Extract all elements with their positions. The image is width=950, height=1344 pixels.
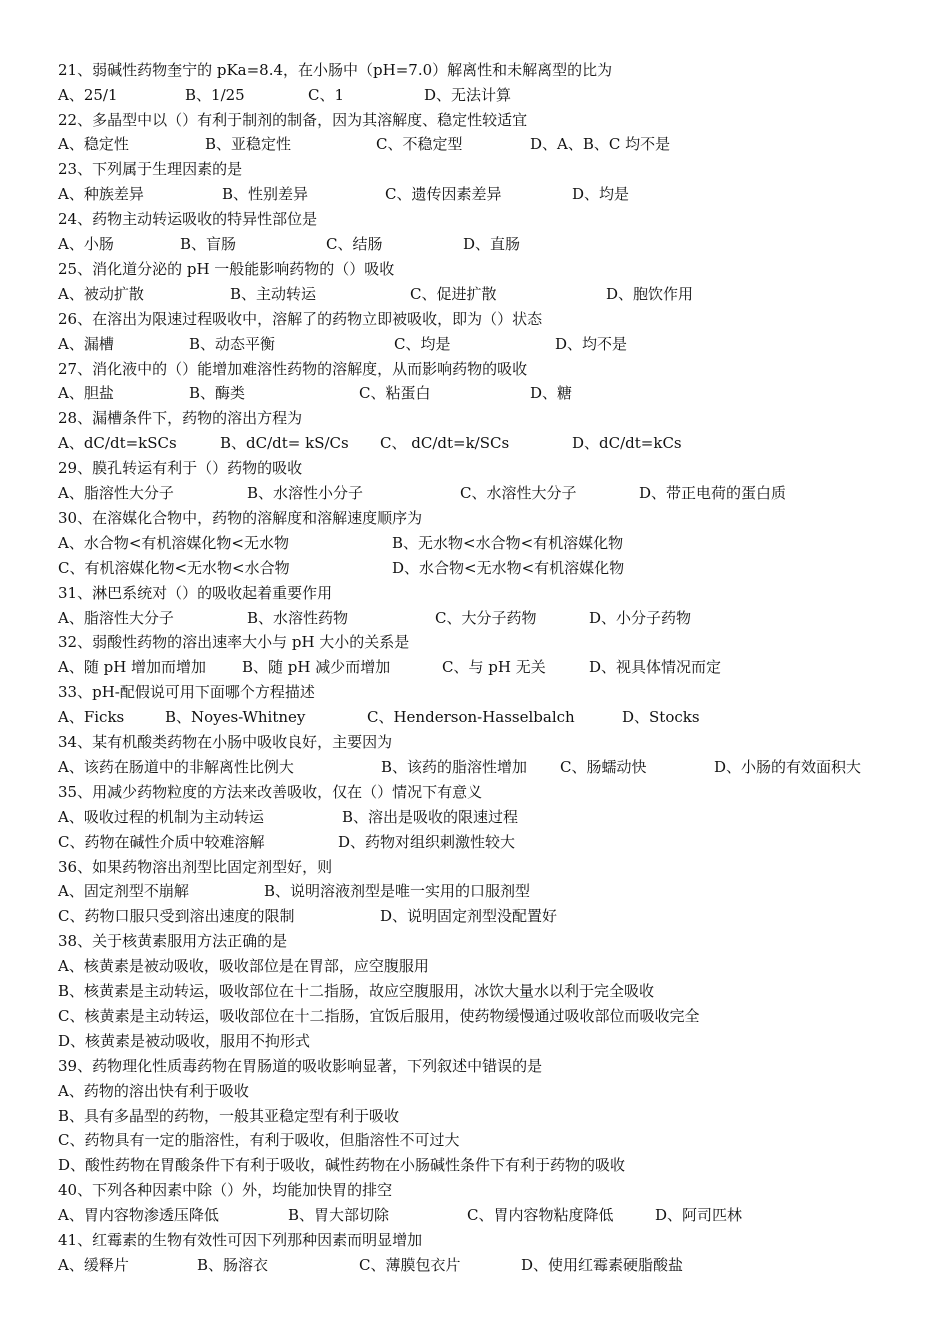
question-stem: 25、消化道分泌的 pH 一般能影响药物的（）吸收 (58, 260, 395, 278)
question-stem: 32、弱酸性药物的溶出速率大小与 pH 大小的关系是 (58, 633, 410, 651)
option-d: D、A、B、C 均不是 (530, 135, 671, 153)
option-b: B、随 pH 减少而增加 (242, 658, 391, 676)
option-d: D、核黄素是被动吸收，服用不拘形式 (58, 1032, 311, 1050)
option-c: C、有机溶媒化物<无水物<水合物 (58, 559, 290, 577)
question-stem: 23、下列属于生理因素的是 (58, 160, 243, 178)
question-stem: 31、淋巴系统对（）的吸收起着重要作用 (58, 584, 333, 602)
option-d: D、酸性药物在胃酸条件下有利于吸收，碱性药物在小肠碱性条件下有利于药物的吸收 (58, 1156, 626, 1174)
option-b: B、亚稳定性 (205, 135, 292, 153)
option-d: D、糖 (530, 384, 573, 402)
question-stem: 30、在溶媒化合物中，药物的溶解度和溶解速度顺序为 (58, 509, 423, 527)
option-a: A、随 pH 增加而增加 (58, 658, 207, 676)
option-b: B、1/25 (185, 86, 245, 104)
question-stem: 35、用减少药物粒度的方法来改善吸收，仅在（）情况下有意义 (58, 783, 483, 801)
option-c: C、1 (308, 86, 345, 104)
option-d: D、无法计算 (424, 86, 512, 104)
option-b: B、无水物<水合物<有机溶媒化物 (392, 534, 624, 552)
option-a: A、缓释片 (58, 1256, 129, 1274)
option-a: A、药物的溶出快有利于吸收 (58, 1082, 249, 1100)
option-a: A、漏槽 (58, 335, 114, 353)
option-d: D、胞饮作用 (606, 285, 694, 303)
option-d: D、水合物<无水物<有机溶媒化物 (392, 559, 625, 577)
option-d: D、说明固定剂型没配置好 (380, 907, 558, 925)
question-stem: 33、pH-配假说可用下面哪个方程描述 (58, 683, 315, 701)
question-stem: 36、如果药物溶出剂型比固定剂型好，则 (58, 858, 333, 876)
option-d: D、带正电荷的蛋白质 (639, 484, 787, 502)
option-a: A、稳定性 (58, 135, 129, 153)
question-stem: 26、在溶出为限速过程吸收中，溶解了的药物立即被吸收，即为（）状态 (58, 310, 543, 328)
option-c: C、Henderson-Hasselbalch (367, 708, 575, 726)
option-a: A、Ficks (58, 708, 125, 726)
option-a: A、小肠 (58, 235, 114, 253)
option-a: A、固定剂型不崩解 (58, 882, 189, 900)
option-c: C、促进扩散 (410, 285, 497, 303)
option-c: C、遗传因素差异 (385, 185, 502, 203)
option-b: B、溶出是吸收的限速过程 (342, 808, 519, 826)
option-b: B、盲肠 (180, 235, 237, 253)
option-b: B、水溶性药物 (247, 609, 349, 627)
option-a: A、被动扩散 (58, 285, 144, 303)
option-b: B、肠溶衣 (197, 1256, 269, 1274)
option-c: C、核黄素是主动转运，吸收部位在十二指肠，宜饭后服用，使药物缓慢通过吸收部位而吸收完全 (58, 1007, 700, 1025)
option-c: C、药物口服只受到溶出速度的限制 (58, 907, 295, 925)
question-stem: 22、多晶型中以（）有利于制剂的制备，因为其溶解度、稳定性较适宜 (58, 111, 528, 129)
option-b: B、dC/dt= kS/Cs (220, 434, 349, 452)
option-a: A、脂溶性大分子 (58, 609, 174, 627)
option-c: C、药物在碱性介质中较难溶解 (58, 833, 265, 851)
option-a: A、核黄素是被动吸收，吸收部位是在胃部，应空腹服用 (58, 957, 429, 975)
option-a: A、脂溶性大分子 (58, 484, 174, 502)
question-stem: 41、红霉素的生物有效性可因下列那种因素而明显增加 (58, 1231, 423, 1249)
option-b: B、Noyes-Whitney (165, 708, 306, 726)
option-b: B、核黄素是主动转运，吸收部位在十二指肠，故应空腹服用，冰饮大量水以利于完全吸收 (58, 982, 655, 1000)
option-a: A、胃内容物渗透压降低 (58, 1206, 219, 1224)
question-stem: 24、药物主动转运吸收的特异性部位是 (58, 210, 318, 228)
option-d: D、使用红霉素硬脂酸盐 (521, 1256, 684, 1274)
question-stem: 39、药物理化性质毒药物在胃肠道的吸收影响显著，下列叙述中错误的是 (58, 1057, 543, 1075)
option-a: A、胆盐 (58, 384, 114, 402)
question-stem: 28、漏槽条件下，药物的溶出方程为 (58, 409, 303, 427)
option-c: C、结肠 (326, 235, 383, 253)
question-stem: 34、某有机酸类药物在小肠中吸收良好，主要因为 (58, 733, 393, 751)
option-a: A、该药在肠道中的非解离性比例大 (58, 758, 294, 776)
option-d: D、小分子药物 (589, 609, 692, 627)
question-stem: 38、关于核黄素服用方法正确的是 (58, 932, 288, 950)
option-d: D、均不是 (555, 335, 628, 353)
option-c: C、 dC/dt=k/SCs (380, 434, 510, 452)
option-a: A、水合物<有机溶媒化物<无水物 (58, 534, 289, 552)
option-b: B、具有多晶型的药物，一般其亚稳定型有利于吸收 (58, 1107, 400, 1125)
option-b: B、该药的脂溶性增加 (381, 758, 528, 776)
option-a: A、25/1 (58, 86, 118, 104)
option-d: D、视具体情况而定 (589, 658, 722, 676)
option-c: C、肠蠕动快 (560, 758, 647, 776)
option-d: D、均是 (572, 185, 630, 203)
option-d: D、小肠的有效面积大 (714, 758, 862, 776)
option-c: C、与 pH 无关 (442, 658, 546, 676)
question-stem: 27、消化液中的（）能增加难溶性药物的溶解度，从而影响药物的吸收 (58, 360, 528, 378)
option-a: A、吸收过程的机制为主动转运 (58, 808, 264, 826)
option-c: C、大分子药物 (435, 609, 537, 627)
option-d: D、药物对组织刺激性较大 (338, 833, 516, 851)
option-b: B、酶类 (189, 384, 246, 402)
option-c: C、粘蛋白 (359, 384, 431, 402)
option-b: B、胃大部切除 (288, 1206, 390, 1224)
option-d: D、直肠 (463, 235, 521, 253)
option-c: C、不稳定型 (376, 135, 463, 153)
question-stem: 40、下列各种因素中除（）外，均能加快胃的排空 (58, 1181, 393, 1199)
option-c: C、药物具有一定的脂溶性，有利于吸收，但脂溶性不可过大 (58, 1131, 460, 1149)
option-a: A、dC/dt=kSCs (58, 434, 177, 452)
question-stem: 29、膜孔转运有利于（）药物的吸收 (58, 459, 303, 477)
option-c: C、胃内容物粘度降低 (467, 1206, 614, 1224)
option-b: B、说明溶液剂型是唯一实用的口服剂型 (264, 882, 531, 900)
option-c: C、薄膜包衣片 (359, 1256, 461, 1274)
option-c: C、水溶性大分子 (460, 484, 577, 502)
question-stem: 21、弱碱性药物奎宁的 pKa=8.4，在小肠中（pH=7.0）解离性和未解离型的比为 (58, 61, 613, 79)
option-b: B、动态平衡 (189, 335, 276, 353)
option-b: B、性别差异 (222, 185, 309, 203)
option-d: D、Stocks (622, 708, 700, 726)
option-b: B、主动转运 (230, 285, 317, 303)
option-c: C、均是 (394, 335, 451, 353)
option-d: D、阿司匹林 (655, 1206, 743, 1224)
option-d: D、dC/dt=kCs (572, 434, 682, 452)
option-b: B、水溶性小分子 (247, 484, 364, 502)
option-a: A、种族差异 (58, 185, 144, 203)
